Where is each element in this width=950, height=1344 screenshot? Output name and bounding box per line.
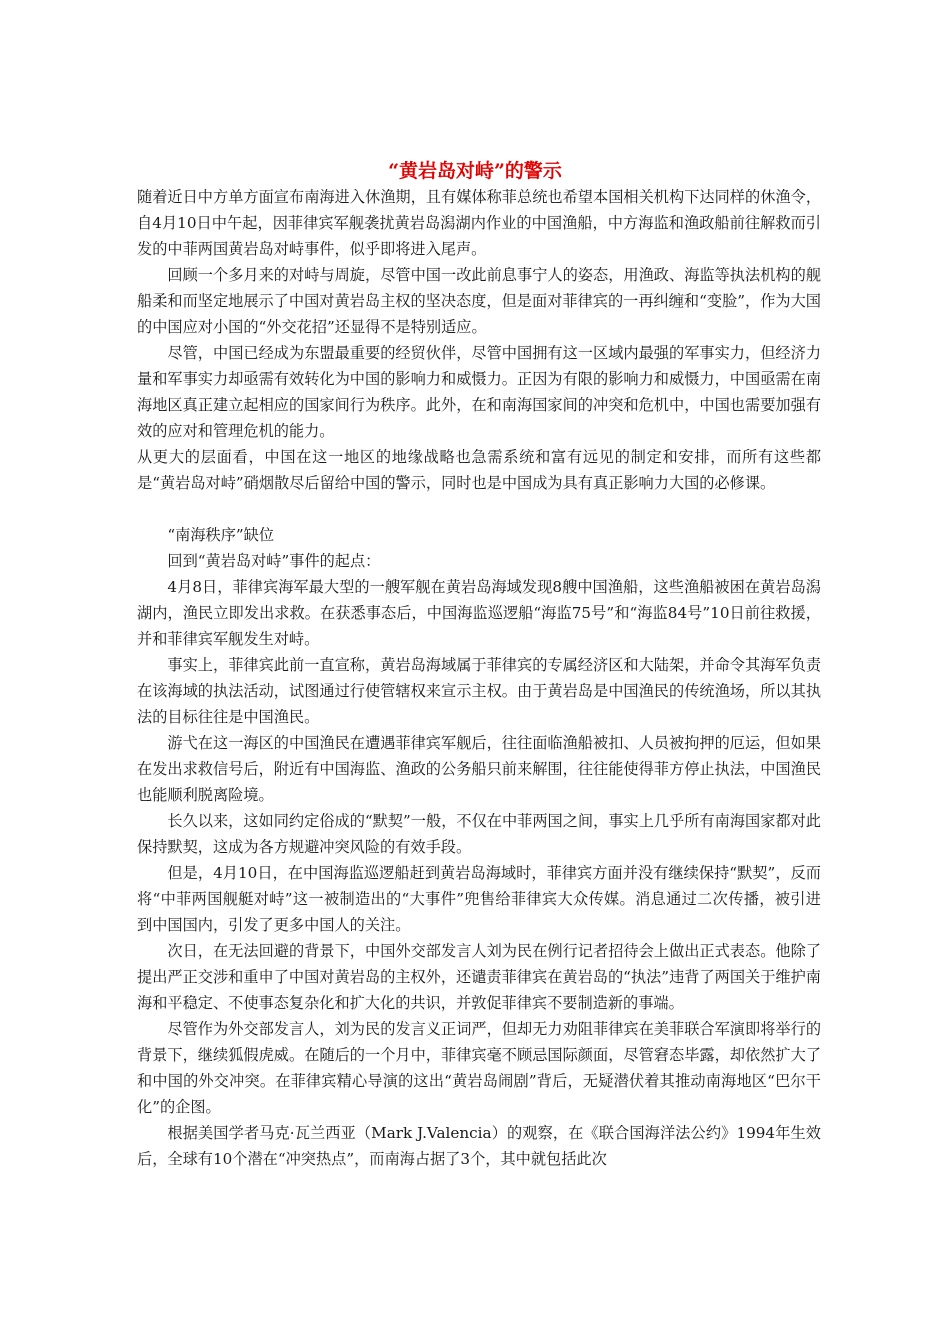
paragraph: 随着近日中方单方面宣布南海进入休渔期，且有媒体称菲总统也希望本国相关机构下达同样的休渔令，自4月10日中午起，因菲律宾军舰袭扰黄岩岛潟湖内作业的中国渔船，中方海监和渔政船前往解救而引发的中菲两国黄岩岛对峙事件，似乎即将进入尾声。: [137, 188, 821, 258]
article-title: “黄岩岛对峙”的警示: [388, 160, 562, 182]
paragraph: 尽管，中国已经成为东盟最重要的经贸伙伴，尽管中国拥有这一区域内最强的军事实力，但经济力量和军事实力却亟需有效转化为中国的影响力和威慑力。正因为有限的影响力和威慑力，中国亟需在南海地区真正建立起相应的国家间行为秩序。此外，在和南海国家间的冲突和危机中，中国也需要加强有效的应对和管理危机的能力。: [137, 344, 821, 440]
paragraph: 4月8日，菲律宾海军最大型的一艘军舰在黄岩岛海域发现8艘中国渔船，这些渔船被困在黄岩岛潟湖内，渔民立即发出求救。在获悉事态后，中国海监巡逻船“海监75号”和“海监84号”10日前往救援，并和菲律宾军舰发生对峙。: [137, 578, 821, 648]
paragraph: 从更大的层面看，中国在这一地区的地缘战略也急需系统和富有远见的制定和安排，而所有这些都是“黄岩岛对峙”硝烟散尽后留给中国的警示，同时也是中国成为具有真正影响力大国的必修课。: [137, 448, 821, 492]
paragraph: 游弋在这一海区的中国渔民在遭遇菲律宾军舰后，往往面临渔船被扣、人员被拘押的厄运，但如果在发出求救信号后，附近有中国海监、渔政的公务船只前来解围，往往能使得菲方停止执法，中国渔民也能顺利脱离险境。: [137, 734, 821, 804]
paragraph: 回到“黄岩岛对峙”事件的起点：: [167, 552, 381, 570]
paragraph: 事实上，菲律宾此前一直宣称，黄岩岛海域属于菲律宾的专属经济区和大陆架，并命令其海军负责在该海域的执法活动，试图通过行使管辖权来宣示主权。由于黄岩岛是中国渔民的传统渔场，所以其执法的目标往往是中国渔民。: [137, 656, 821, 726]
article-body: [137, 184, 821, 1172]
paragraph: 尽管作为外交部发言人，刘为民的发言义正词严，但却无力劝阻菲律宾在美菲联合军演即将举行的背景下，继续狐假虎威。在随后的一个月中，菲律宾毫不顾忌国际颜面，尽管窘态毕露，却依然扩大了和中国的外交冲突。在菲律宾精心导演的这出“黄岩岛闹剧”背后，无疑潜伏着其推动南海地区“巴尔干化”的企图。: [137, 1020, 821, 1116]
paragraph: 根据美国学者马克·瓦兰西亚（Mark J.Valencia）的观察，在《联合国海洋法公约》1994年生效后，全球有10个潜在“冲突热点”，而南海占据了3个，其中就包括此次: [137, 1124, 821, 1168]
paragraph: 回顾一个多月来的对峙与周旋，尽管中国一改此前息事宁人的姿态，用渔政、海监等执法机构的舰船柔和而坚定地展示了中国对黄岩岛主权的坚决态度，但是面对菲律宾的一再纠缠和“变脸”，作为大国的中国应对小国的“外交花招”还显得不是特别适应。: [137, 266, 821, 336]
paragraph: 长久以来，这如同约定俗成的“默契”一般，不仅在中菲两国之间，事实上几乎所有南海国家都对此保持默契，这成为各方规避冲突风险的有效手段。: [137, 812, 821, 856]
section-heading: “南海秩序”缺位: [167, 526, 275, 544]
paragraph: 但是，4月10日，在中国海监巡逻船赶到黄岩岛海域时，菲律宾方面并没有继续保持“默契”，反而将“中菲两国舰艇对峙”这一被制造出的“大事件”兜售给菲律宾大众传媒。消息通过二次传播，被引进到中国国内，引发了更多中国人的关注。: [137, 864, 821, 934]
paragraph: 次日，在无法回避的背景下，中国外交部发言人刘为民在例行记者招待会上做出正式表态。他除了提出严正交涉和重申了中国对黄岩岛的主权外，还谴责菲律宾在黄岩岛的“执法”违背了两国关于维护南海和平稳定、不使事态复杂化和扩大化的共识，并敦促菲律宾不要制造新的事端。: [137, 942, 821, 1012]
